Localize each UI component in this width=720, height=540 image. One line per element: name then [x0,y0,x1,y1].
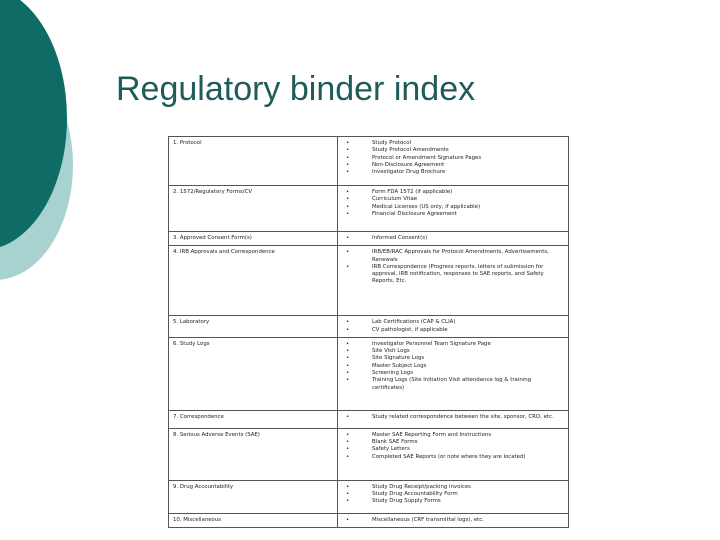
bullet-list [342,432,564,461]
section-contents [338,186,569,232]
list-item: • Investigator Personnel Team Signature Page [342,341,564,348]
list-item: • Completed SAE Reports (or note where they are located) [342,454,564,461]
section-contents [338,246,569,316]
bullet-list [342,341,564,392]
slide-title: Regulatory binder index [116,70,476,108]
list-item: • Master Subject Logs [342,363,564,370]
list-item: • Study Drug Accountability Form [342,491,564,498]
list-item: • Form FDA 1572 (if applicable) [342,189,564,196]
list-item: • Training Logs (Site Initiation Visit attendance log & training certificates) [342,377,564,392]
section-label: 1. Protocol [169,137,338,186]
bullet-list [342,189,564,218]
table-row [169,186,569,232]
bullet-list [342,484,564,506]
list-item: • Site Signature Logs [342,355,564,362]
list-item: • Site Visit Logs [342,348,564,355]
list-item: • Safety Letters [342,446,564,453]
bullet-list [342,319,564,334]
table-row [169,316,569,338]
list-item: • Study Drug Receipt/packing invoices [342,484,564,491]
list-item: • Lab Certifications (CAP & CLIA) [342,319,564,326]
section-label: 2. 1572/Regulatory Forms/CV [169,186,338,232]
decorative-circles [0,0,110,320]
list-item: • Non-Disclosure Agreement [342,162,564,169]
section-label: 10. Miscellaneous [169,513,338,527]
section-label: 3. Approved Consent Form(s) [169,232,338,246]
bullet-list [342,140,564,176]
table-row [169,480,569,513]
list-item: • Study Drug Supply Forms [342,498,564,505]
list-item: • Medical Licenses (US only, if applicable) [342,204,564,211]
section-contents [338,232,569,246]
bullet-list [342,517,564,524]
list-item: • CV pathologist, if applicable [342,327,564,334]
section-label: 9. Drug Accountability [169,480,338,513]
table-row [169,513,569,527]
list-item: • Blank SAE Forms [342,439,564,446]
section-label: 8. Serious Adverse Events (SAE) [169,428,338,480]
list-item: • Investigator Drug Brochure [342,169,564,176]
table-row [169,137,569,186]
section-contents [338,137,569,186]
section-contents [338,513,569,527]
list-item: • Screening Logs [342,370,564,377]
section-label: 7. Correspondence [169,410,338,428]
section-contents [338,337,569,410]
list-item: • IRB/EB/RAC Approvals for Protocol Amendments, Advertisements, Renewals [342,249,564,264]
list-item: • Protocol or Amendment Signature Pages [342,155,564,162]
table-row [169,410,569,428]
section-label: 4. IRB Approvals and Correspondence [169,246,338,316]
section-contents [338,316,569,338]
list-item: • IRB Correspondence (Progress reports, letters of submission for approval, IRB notification, responses to SAE reports, and Safety Reports, Etc. [342,264,564,286]
section-label: 5. Laboratory [169,316,338,338]
bullet-list [342,249,564,285]
list-item: • Curriculum Vitae [342,196,564,203]
table-row [169,232,569,246]
bullet-list [342,414,564,421]
bullet-list [342,235,564,242]
table-row [169,428,569,480]
binder-index-table [168,136,569,528]
list-item: • Master SAE Reporting Form and Instructions [342,432,564,439]
list-item: • Study Protocol [342,140,564,147]
section-contents [338,410,569,428]
table-row [169,337,569,410]
list-item: • Miscellaneous (CRF transmittal logs), etc. [342,517,564,524]
list-item: • Informed Consent(s) [342,235,564,242]
table-row [169,246,569,316]
section-contents [338,480,569,513]
list-item: • Financial Disclosure Agreement [342,211,564,218]
section-label: 6. Study Logs [169,337,338,410]
section-contents [338,428,569,480]
list-item: • Study related correspondence between the site, sponsor, CRO, etc. [342,414,564,421]
list-item: • Study Protocol Amendments [342,147,564,154]
